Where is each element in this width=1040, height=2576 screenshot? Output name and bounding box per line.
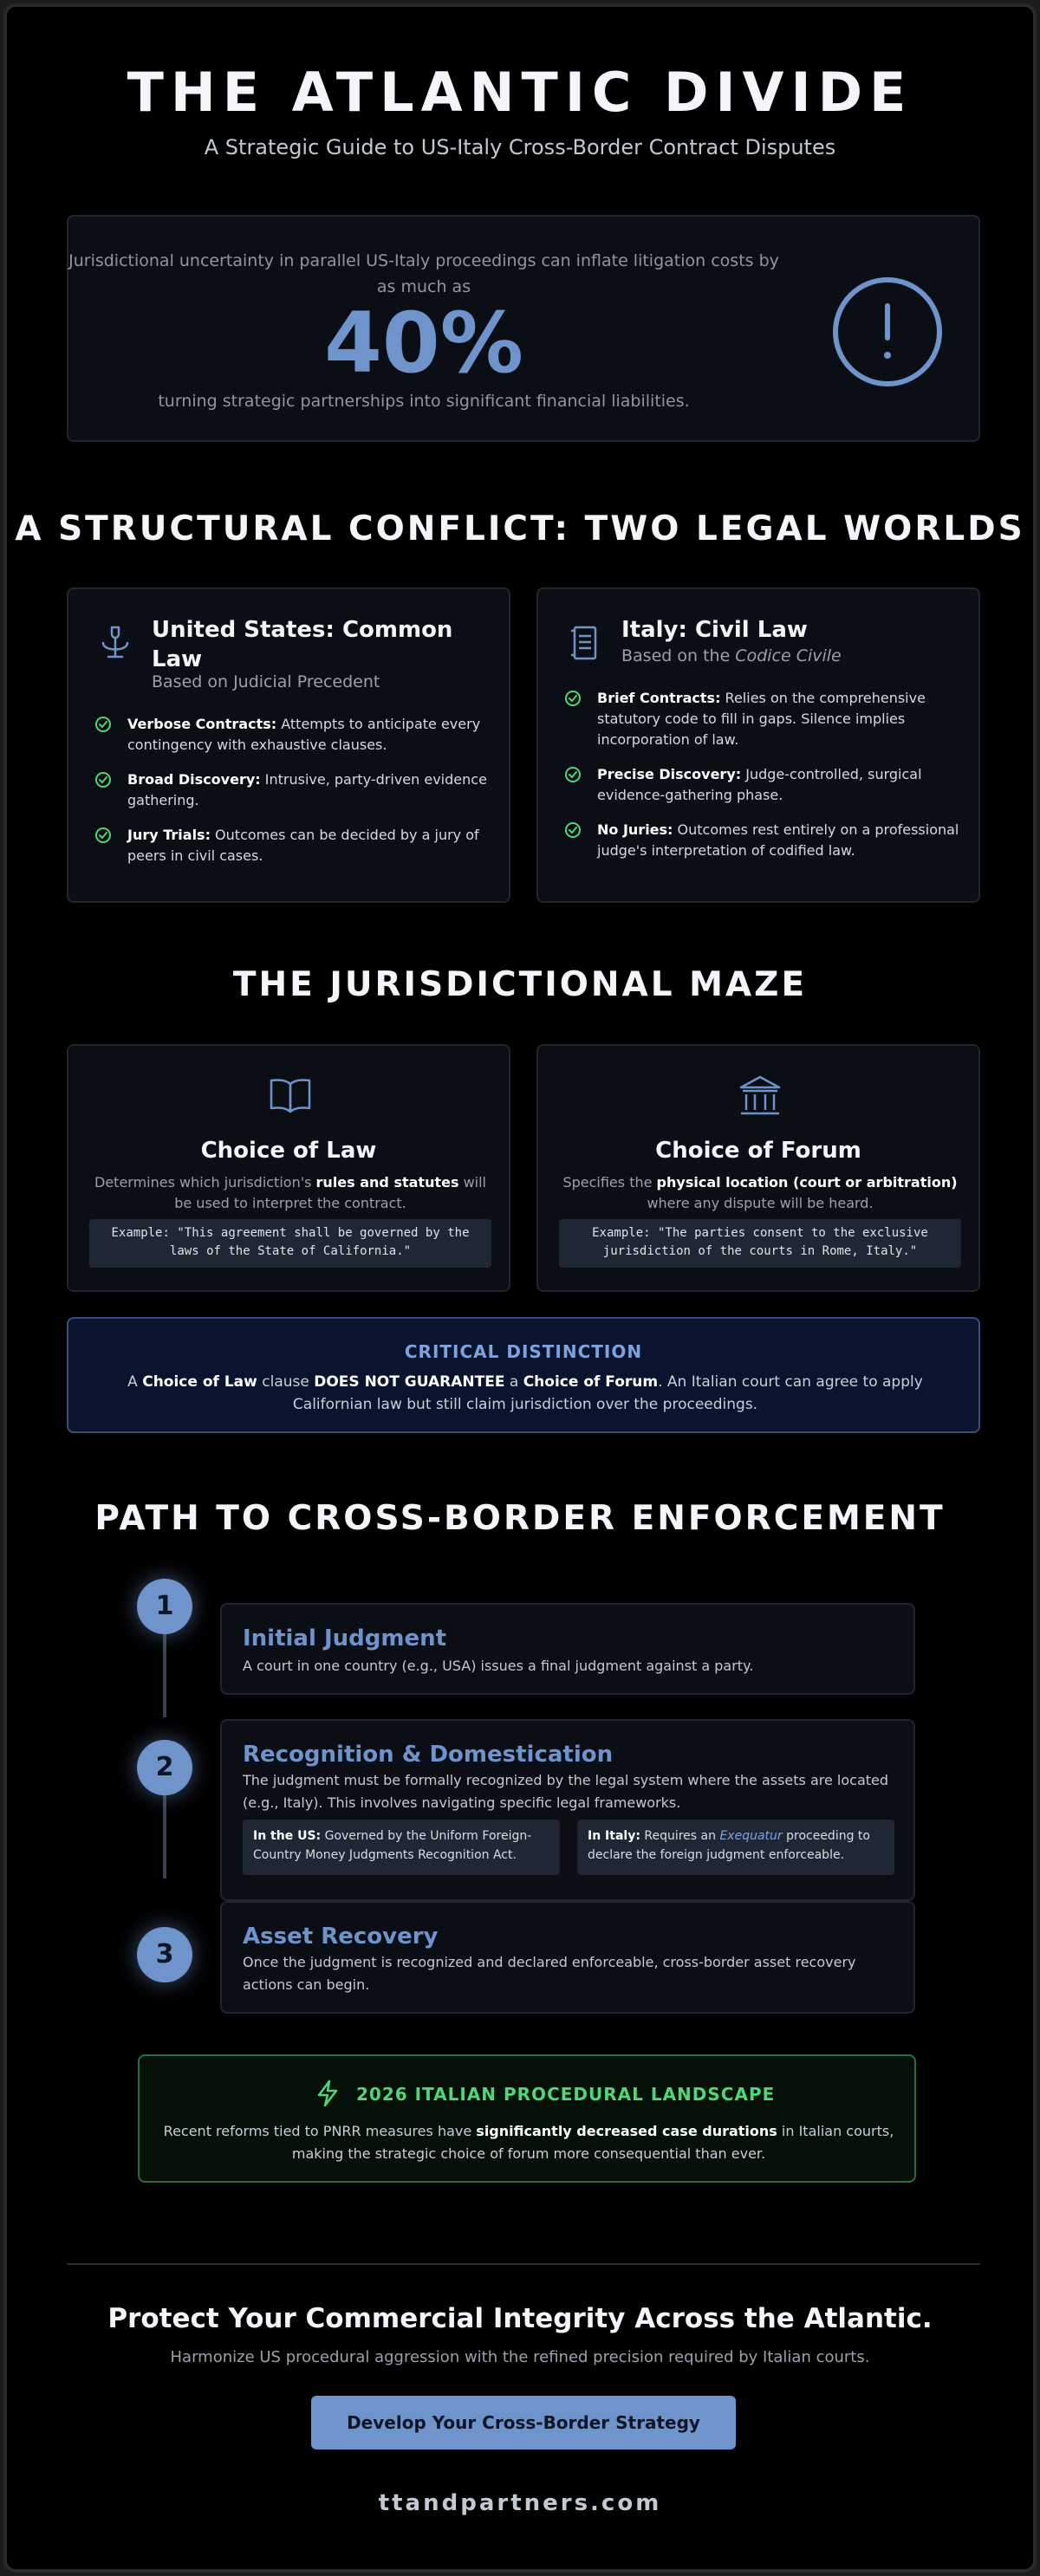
step-connector [163,1634,166,1717]
check-circle-icon [94,771,112,788]
step-number-2: 2 [137,1740,192,1795]
step-title: Asset Recovery [243,1924,439,1950]
cta-subtitle: Harmonize US procedural aggression with the refined precision required by Italian courts. [170,2348,870,2366]
critical-title: CRITICAL DISTINCTION [404,1341,643,1362]
stat-value: 40% [324,295,523,392]
check-circle-icon [564,690,582,707]
check-circle-icon [564,766,582,783]
choice-of-forum-heading: Choice of Forum [655,1138,861,1164]
step-connector [163,1795,166,1878]
us-recognition-note: In the US: Governed by the Uniform Foreign-Country Money Judgments Recognition Act. [243,1820,560,1875]
step-card-asset-recovery [220,1901,915,2014]
bullet-text: Judge-controlled, surgical evidence-gathering phase. [597,766,922,803]
bullet-label: No Juries: [597,821,673,838]
stat-outro: turning strategic partnerships into significant financial liabilities. [158,392,690,411]
us-subtitle: Based on Judicial Precedent [152,672,380,691]
bullet-label: Brief Contracts: [597,690,721,706]
page-subtitle: A Strategic Guide to US-Italy Cross-Border Contract Disputes [204,135,836,159]
landscape-text: Recent reforms tied to PNRR measures have significantly decreased case durations in Italian courts, making the strategic choice of forum more consequential than ever. [163,2123,894,2162]
choice-of-law-example: Example: "This agreement shall be governed by the laws of the State of California." [89,1219,491,1268]
landscape-title: 2026 ITALIAN PROCEDURAL LANDSCAPE [356,2084,776,2105]
bullet-text: Outcomes rest entirely on a professional judge's interpretation of codified law. [597,821,959,859]
open-book-icon [266,1072,315,1120]
bullet-label: Jury Trials: [127,827,211,843]
step-number-1: 1 [137,1579,192,1634]
step-number-3: 3 [137,1927,192,1982]
bullet-text: Relies on the comprehensive statutory code to fill in gaps. Silence implies incorporation of law. [597,690,926,748]
italy-subtitle: Based on the Codice Civile [621,646,842,665]
choice-of-law-card [67,1044,510,1292]
italy-recognition-note: In Italy: Requires an Exequatur proceeding to declare the foreign judgment enforceable. [577,1820,894,1875]
scroll-icon [564,622,606,664]
develop-strategy-button[interactable]: Develop Your Cross-Border Strategy [311,2396,736,2449]
choice-of-forum-card [536,1044,980,1292]
choice-of-law-desc: Determines which jurisdiction's rules and statutes will be used to interpret the contract. [94,1174,486,1211]
scales-icon [94,622,136,664]
step-desc: The judgment must be formally recognized by the legal system where the assets are located (e.g., Italy). This involves navigating specific legal frameworks. [243,1772,889,1811]
cta-title: Protect Your Commercial Integrity Across the Atlantic. [107,2303,933,2334]
choice-of-law-heading: Choice of Law [200,1138,377,1164]
italy-civil-law-card [536,587,980,903]
choice-of-forum-desc: Specifies the physical location (court or arbitration) where any dispute will be heard. [562,1174,958,1211]
bullet-text: Outcomes can be decided by a jury of peers in civil cases. [127,827,479,864]
website-link[interactable]: ttandpartners.com [378,2490,662,2516]
check-circle-icon [564,821,582,839]
section-title-structural: A STRUCTURAL CONFLICT: TWO LEGAL WORLDS [15,509,1025,548]
critical-text: A Choice of Law clause DOES NOT GUARANTEE a Choice of Forum. An Italian court can agree to apply Californian law but still claim jurisdiction over the proceedings. [127,1373,923,1413]
page-frame [3,3,1037,2573]
stat-intro: Jurisdictional uncertainty in parallel US-Italy proceedings can inflate litigation costs by as much as [68,251,779,296]
step-title: Recognition & Domestication [243,1742,614,1768]
us-heading: United States: Common Law [152,617,453,672]
section-title-maze: THE JURISDICTIONAL MAZE [232,965,808,1004]
bullet-text: Attempts to anticipate every contingency with exhaustive clauses. [127,716,481,753]
stat-card [67,215,980,442]
step-card-recognition [220,1719,915,1901]
italian-landscape-box [138,2054,916,2183]
bullet-label: Broad Discovery: [127,771,261,788]
courthouse-icon [736,1072,784,1120]
bullet-label: Precise Discovery: [597,766,742,782]
alert-circle-icon [831,276,944,388]
divider [67,2263,980,2265]
critical-distinction-box [67,1317,980,1433]
step-card-initial-judgment [220,1603,915,1695]
step-desc: Once the judgment is recognized and declared enforceable, cross-border asset recovery actions can begin. [243,1954,856,1993]
italy-heading: Italy: Civil Law [621,617,808,643]
check-circle-icon [94,716,112,733]
section-title-path: PATH TO CROSS-BORDER ENFORCEMENT [94,1499,946,1538]
step-title: Initial Judgment [243,1625,447,1651]
bullet-label: Verbose Contracts: [127,716,277,732]
lightning-icon [313,2079,342,2108]
check-circle-icon [94,827,112,844]
us-common-law-card [67,587,510,903]
choice-of-forum-example: Example: "The parties consent to the exclusive jurisdiction of the courts in Rome, Italy." [559,1219,961,1268]
page-title: THE ATLANTIC DIVIDE [127,61,913,124]
bullet-text: Intrusive, party-driven evidence gathering. [127,771,487,808]
step-desc: A court in one country (e.g., USA) issues a final judgment against a party. [243,1658,754,1674]
